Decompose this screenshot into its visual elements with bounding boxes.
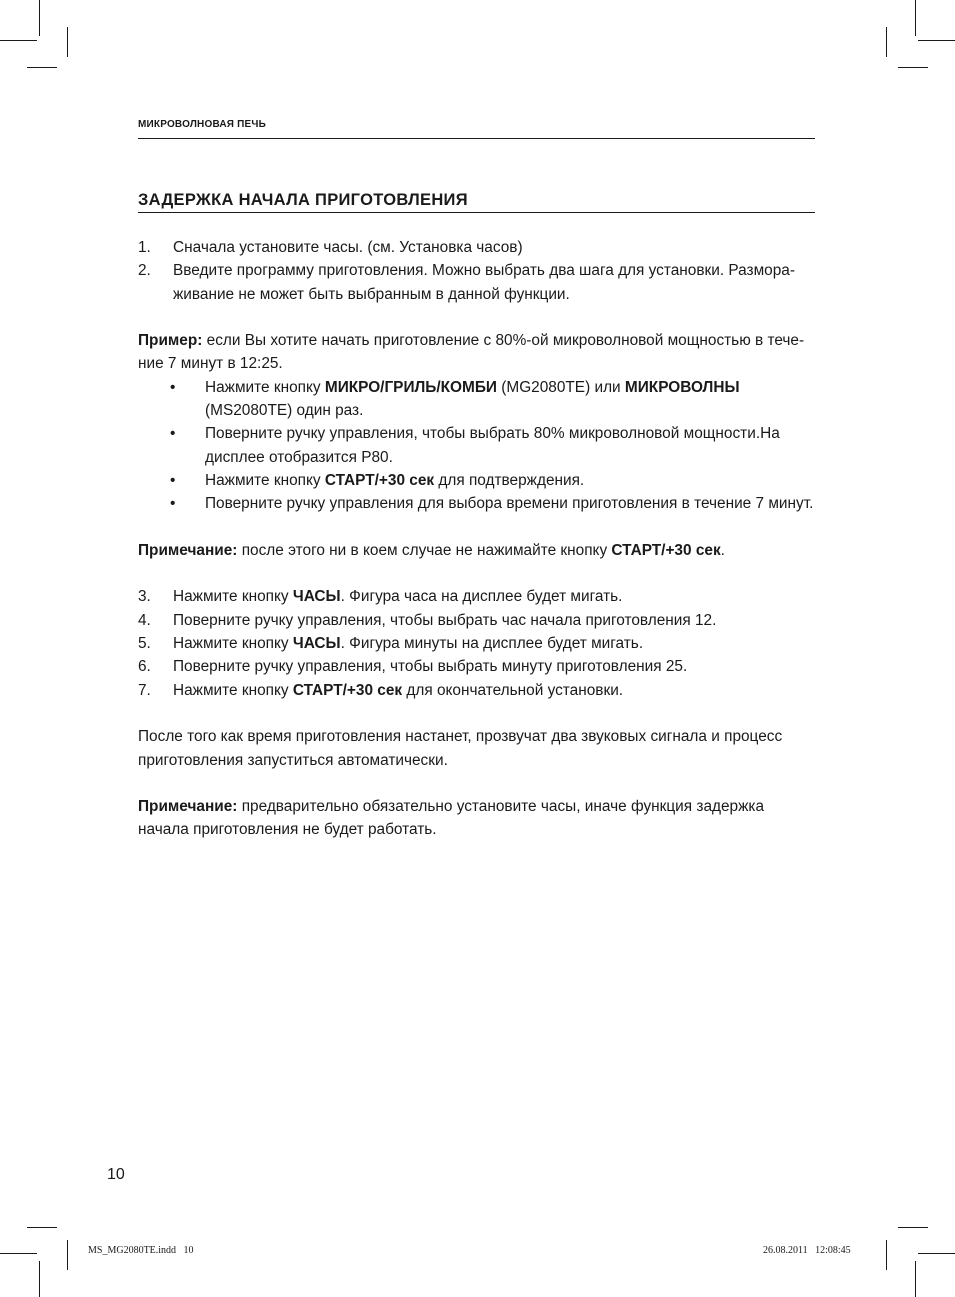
item-number: 6. — [138, 658, 151, 676]
bullet-item — [138, 376, 815, 423]
crop-mark — [27, 67, 57, 68]
note-label: Примечание: — [138, 798, 238, 816]
list-item — [138, 679, 815, 702]
list-item — [138, 632, 815, 655]
bullet-text: Поверните ручку управления для выбора времени приготовления в течение 7 минут. — [205, 495, 814, 513]
item-number: 4. — [138, 611, 151, 629]
list-item — [138, 236, 815, 259]
example-text: если Вы хотите начать приготовление с 80%-ой микроволновой мощностью в тече-ние 7 минут в 12:25. — [138, 332, 805, 373]
item-text: . Фигура минуты на дисплее будет мигать. — [340, 635, 644, 653]
crop-mark — [39, 0, 40, 36]
bullet-text: Нажмите кнопку — [205, 471, 325, 489]
header-rule — [138, 138, 815, 139]
example-paragraph — [138, 329, 815, 376]
crop-mark — [898, 1227, 928, 1228]
item-number: 7. — [138, 681, 151, 699]
item-text: Поверните ручку управления, чтобы выбрать час начала приготовления 12. — [173, 611, 717, 629]
bullet-icon: • — [170, 471, 176, 489]
page-number: 10 — [107, 1166, 125, 1183]
note-paragraph — [138, 795, 815, 842]
bullet-icon: • — [170, 378, 176, 396]
item-text: Нажмите кнопку — [173, 635, 293, 653]
item-text: Нажмите кнопку — [173, 588, 293, 606]
note-text: после этого ни в коем случае не нажимайте кнопку — [237, 541, 612, 559]
example-label: Пример: — [138, 332, 203, 350]
running-head: МИКРОВОЛНОВАЯ ПЕЧЬ — [138, 119, 267, 130]
body-content — [138, 236, 815, 842]
bullet-text: (MG2080TE) или — [496, 378, 625, 396]
bullet-item — [138, 422, 815, 469]
item-number: 5. — [138, 635, 151, 653]
after-paragraph: После того как время приготовления настанет, прозвучат два звуковых сигнала и процесс приготовления запуститься автоматически. — [138, 728, 783, 769]
list-item — [138, 609, 815, 632]
slug-datetime: 26.08.2011 12:08:45 — [763, 1245, 851, 1256]
item-number: 3. — [138, 588, 151, 606]
crop-mark — [898, 67, 928, 68]
title-rule — [138, 212, 815, 213]
item-text: Поверните ручку управления, чтобы выбрать минуту приготовления 25. — [173, 658, 688, 676]
bullet-item — [138, 469, 815, 492]
section-title: ЗАДЕРЖКА НАЧАЛА ПРИГОТОВЛЕНИЯ — [138, 191, 468, 209]
bullet-text: Нажмите кнопку — [205, 378, 325, 396]
crop-mark — [886, 27, 887, 57]
crop-mark — [67, 27, 68, 57]
button-name: ЧАСЫ — [292, 588, 341, 606]
list-item — [138, 585, 815, 608]
button-name: СТАРТ/+30 сек — [324, 471, 435, 489]
crop-mark — [39, 1261, 40, 1297]
item-text: Введите программу приготовления. Можно выбрать два шага для установки. Размора-живание не может быть выбранным в данной функции. — [173, 262, 795, 303]
note-paragraph — [138, 539, 815, 562]
bullet-item — [138, 492, 815, 515]
note-text: предварительно обязательно установите часы, иначе функция задержка начала приготовления не будет работать. — [138, 798, 765, 839]
item-number: 1. — [138, 239, 151, 256]
crop-mark — [0, 1253, 37, 1254]
crop-mark — [918, 40, 955, 41]
crop-mark — [915, 1261, 916, 1297]
item-text: для окончательной установки. — [402, 681, 624, 699]
note-label: Примечание: — [138, 541, 238, 559]
list-item — [138, 655, 815, 678]
crop-mark — [915, 0, 916, 36]
bullet-icon: • — [170, 425, 176, 443]
item-number: 2. — [138, 262, 151, 280]
bullet-text: для подтверждения. — [434, 471, 585, 489]
crop-mark — [27, 1227, 57, 1228]
note-text: . — [720, 541, 725, 559]
item-text: Нажмите кнопку — [173, 681, 293, 699]
bullet-text: Поверните ручку управления, чтобы выбрать 80% микроволновой мощности.На дисплее отобразится Р80. — [205, 425, 780, 466]
crop-mark — [918, 1253, 955, 1254]
item-text: . Фигура часа на дисплее будет мигать. — [340, 588, 623, 606]
crop-mark — [67, 1240, 68, 1270]
crop-mark — [886, 1240, 887, 1270]
button-name: СТАРТ/+30 сек — [611, 541, 721, 559]
bullet-icon: • — [170, 495, 176, 513]
button-name: МИКРОВОЛНЫ — [624, 378, 740, 396]
slug-filename: MS_MG2080TE.indd 10 — [88, 1245, 194, 1256]
button-name: СТАРТ/+30 сек — [292, 681, 403, 699]
crop-mark — [0, 40, 37, 41]
list-item — [138, 259, 815, 306]
button-name: МИКРО/ГРИЛЬ/КОМБИ — [324, 378, 497, 396]
bullet-text: (MS2080TE) один раз. — [205, 402, 364, 420]
button-name: ЧАСЫ — [292, 635, 341, 653]
item-text: Сначала установите часы. (см. Установка часов) — [173, 239, 523, 256]
